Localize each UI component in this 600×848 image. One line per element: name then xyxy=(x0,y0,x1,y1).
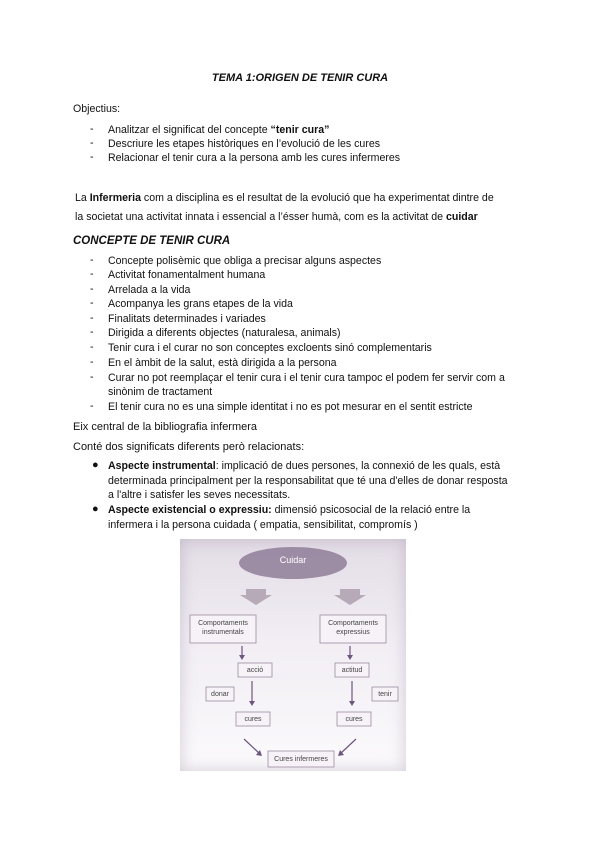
concept-item: Acompanya les grans etapes de la vida xyxy=(108,298,293,310)
concept-item: Arrelada a la vida xyxy=(108,284,191,296)
right-cures-label: cures xyxy=(345,716,363,723)
root-label: Cuidar xyxy=(279,555,307,565)
page-title: TEMA 1:ORIGEN DE TENIR CURA xyxy=(211,72,389,84)
meanings-line: Conté dos significats diferents però relacionats: xyxy=(73,441,305,453)
left-branch-label-2: instrumentals xyxy=(202,629,244,636)
have-label: tenir xyxy=(378,691,392,698)
dash-bullet: - xyxy=(90,326,94,338)
final-label: Cures infermeres xyxy=(274,756,328,763)
intro-line-1: La Infermeria com a disciplina es el resultat de la evolució que ha experimentat dintre de xyxy=(75,192,494,204)
objective-item: Relacionar el tenir cura a la persona amb les cures infermeres xyxy=(108,152,401,164)
dash-bullet: - xyxy=(90,123,94,135)
action-label: acció xyxy=(246,667,264,674)
concept-item: El tenir cura no es una simple identitat i no es pot mesurar en el sentit estricte xyxy=(108,401,473,413)
aspect-line: Aspecte existencial o expressiu: dimensió psicosocial de la relació entre la xyxy=(108,504,471,516)
dash-bullet: - xyxy=(90,312,94,324)
block-arrow-left xyxy=(240,589,272,605)
bullet-dot: ● xyxy=(92,459,99,471)
dash-bullet: - xyxy=(90,137,94,149)
concept-item: Tenir cura i el curar no son conceptes excloents sinó complementaris xyxy=(108,342,432,354)
block-arrow-right xyxy=(334,589,366,605)
concept-item: Activitat fonamentalment humana xyxy=(108,269,266,281)
axis-line: Eix central de la bibliografia infermera xyxy=(73,421,258,433)
attitude-label: actitud xyxy=(341,667,363,674)
aspect-line: Aspecte instrumental: implicació de dues persones, la connexió de les quals, està xyxy=(108,460,501,472)
objective-item: Analitzar el significat del concepte “tenir cura” xyxy=(108,124,330,136)
dash-bullet: - xyxy=(90,254,94,266)
concept-item: Dirigida a diferents objectes (naturalesa, animals) xyxy=(108,327,341,339)
left-cures-label: cures xyxy=(244,716,262,723)
concept-item: Concepte polisèmic que obliga a precisar alguns aspectes xyxy=(108,255,382,267)
bullet-dot: ● xyxy=(92,503,99,515)
concept-item: En el àmbit de la salut, està dirigida a la persona xyxy=(108,357,337,369)
aspect-line: infermera i la persona cuidada ( empatia, sensibilitat, compromís ) xyxy=(108,519,418,531)
dash-bullet: - xyxy=(90,371,94,383)
dash-bullet: - xyxy=(90,400,94,412)
dash-bullet: - xyxy=(90,356,94,368)
right-branch-label-1: Comportaments xyxy=(328,620,378,627)
concept-item: Curar no pot reemplaçar el tenir cura i el tenir cura tampoc el podem fer servir com a xyxy=(108,372,505,384)
diagram-connectors xyxy=(180,539,406,771)
give-label: donar xyxy=(211,691,229,698)
dash-bullet: - xyxy=(90,283,94,295)
dash-bullet: - xyxy=(90,341,94,353)
left-branch-label-1: Comportaments xyxy=(198,620,248,627)
aspect-line: a l'altre i satisfer les seves necessitats. xyxy=(108,489,291,501)
concept-item: Finalitats determinades i variades xyxy=(108,313,266,325)
section-title: CONCEPTE DE TENIR CURA xyxy=(73,235,231,247)
dash-bullet: - xyxy=(90,151,94,163)
concept-item-continuation: sinònim de tractament xyxy=(108,386,213,398)
aspect-line: determinada principalment per la responsabilitat que té una d'elles de donar resposta xyxy=(108,475,508,487)
right-branch-label-2: expressius xyxy=(336,629,370,636)
dash-bullet: - xyxy=(90,297,94,309)
dash-bullet: - xyxy=(90,268,94,280)
care-diagram xyxy=(180,539,406,771)
intro-line-2: la societat una activitat innata i essencial a l’ésser humà, com es la activitat de cuidar xyxy=(75,211,478,223)
objective-item: Descriure les etapes històriques en l’evolució de les cures xyxy=(108,138,381,150)
objectives-label: Objectius: xyxy=(73,103,121,115)
